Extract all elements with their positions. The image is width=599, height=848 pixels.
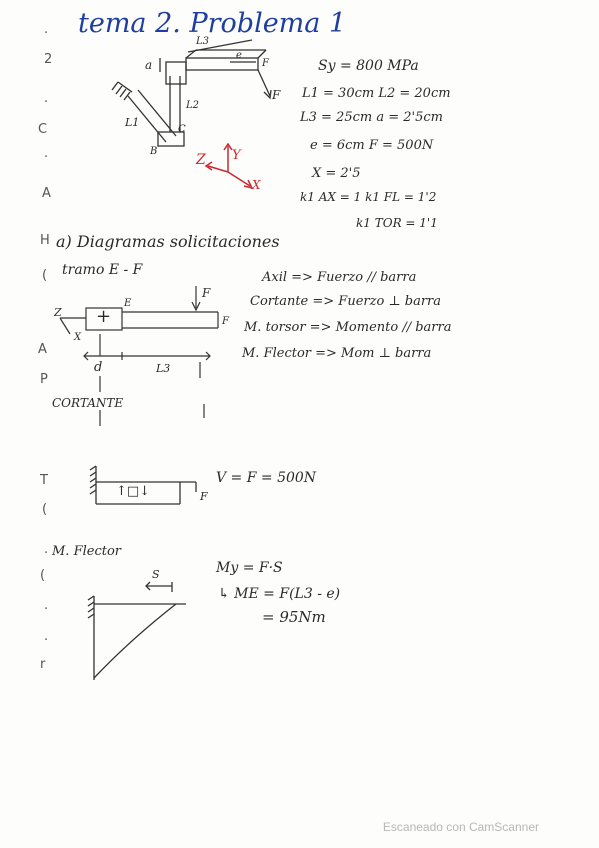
beam-f-force-label: F: [202, 286, 211, 300]
margin-mark: (: [40, 568, 46, 583]
definition-item: M. Flector => Mom ⊥ barra: [242, 346, 432, 361]
beam-l3-label: L3: [156, 362, 171, 375]
cortante-heading: CORTANTE: [52, 396, 124, 410]
section-a-heading: a) Diagramas solicitaciones: [56, 232, 280, 251]
given-l3-a: L3 = 25cm a = 2'5cm: [300, 110, 443, 125]
beam-x-label: X: [74, 332, 82, 343]
label-l1: L1: [125, 116, 140, 129]
axis-z-label: Z: [196, 152, 206, 168]
label-b: B: [150, 146, 158, 157]
margin-mark: T: [40, 473, 48, 488]
margin-mark: ·: [44, 26, 49, 41]
given-k1: k1 AX = 1 k1 FL = 1'2: [300, 190, 437, 204]
label-a: a: [145, 58, 153, 72]
definition-item: Axil => Fuerzo // barra: [262, 270, 417, 285]
margin-mark: ·: [44, 150, 49, 165]
margin-mark: C: [38, 122, 48, 137]
margin-mark: P: [40, 372, 48, 387]
beam-f-end-label: F: [222, 316, 229, 327]
beam-e-label: E: [124, 298, 132, 309]
camscanner-watermark: Escaneado con CamScanner: [382, 820, 539, 834]
given-e-f: e = 6cm F = 500N: [310, 138, 434, 153]
axis-y-label: Y: [232, 148, 241, 163]
flector-heading: M. Flector: [52, 544, 121, 559]
given-sy: Sy = 800 MPa: [318, 58, 419, 74]
label-f-force: F: [272, 88, 281, 102]
label-l3: L3: [196, 36, 210, 47]
beam-d-label: d: [94, 360, 103, 375]
moment-equation-1: My = F·S: [216, 560, 283, 576]
shear-f-end-label: F: [200, 490, 208, 503]
page-title: tema 2. Problema 1: [78, 8, 347, 39]
given-x: X = 2'5: [312, 166, 361, 181]
margin-mark: ·: [44, 602, 49, 617]
beam-plus-label: +: [96, 306, 112, 327]
margin-mark: A: [38, 342, 47, 357]
definition-item: Cortante => Fuerzo ⊥ barra: [250, 294, 442, 309]
label-c: C: [178, 124, 186, 135]
margin-mark: H: [40, 233, 50, 248]
axis-x-label: X: [252, 178, 261, 192]
label-e: e: [236, 50, 242, 61]
beam-z-label: Z: [54, 306, 62, 319]
definition-item: M. torsor => Momento // barra: [244, 320, 452, 335]
margin-mark: ·: [44, 546, 49, 561]
margin-mark: (: [42, 502, 48, 517]
margin-mark: r: [40, 657, 46, 672]
moment-s-label: S: [152, 568, 160, 581]
margin-mark: A: [42, 186, 51, 201]
shear-symbol: ↑□↓: [116, 484, 151, 499]
moment-equation-2: ↳ ME = F(L3 - e): [218, 586, 341, 602]
margin-mark: 2: [44, 52, 53, 67]
tramo-label: tramo E - F: [62, 262, 143, 278]
margin-mark: ·: [44, 633, 49, 648]
margin-mark: (: [42, 268, 48, 283]
label-f-end: F: [262, 58, 269, 69]
given-l1-l2: L1 = 30cm L2 = 20cm: [302, 86, 451, 101]
shear-equation: V = F = 500N: [216, 470, 317, 486]
margin-mark: ·: [44, 95, 49, 110]
label-l2: L2: [186, 100, 200, 111]
moment-result: = 95Nm: [262, 608, 326, 626]
given-k-tor: k1 TOR = 1'1: [356, 216, 438, 230]
